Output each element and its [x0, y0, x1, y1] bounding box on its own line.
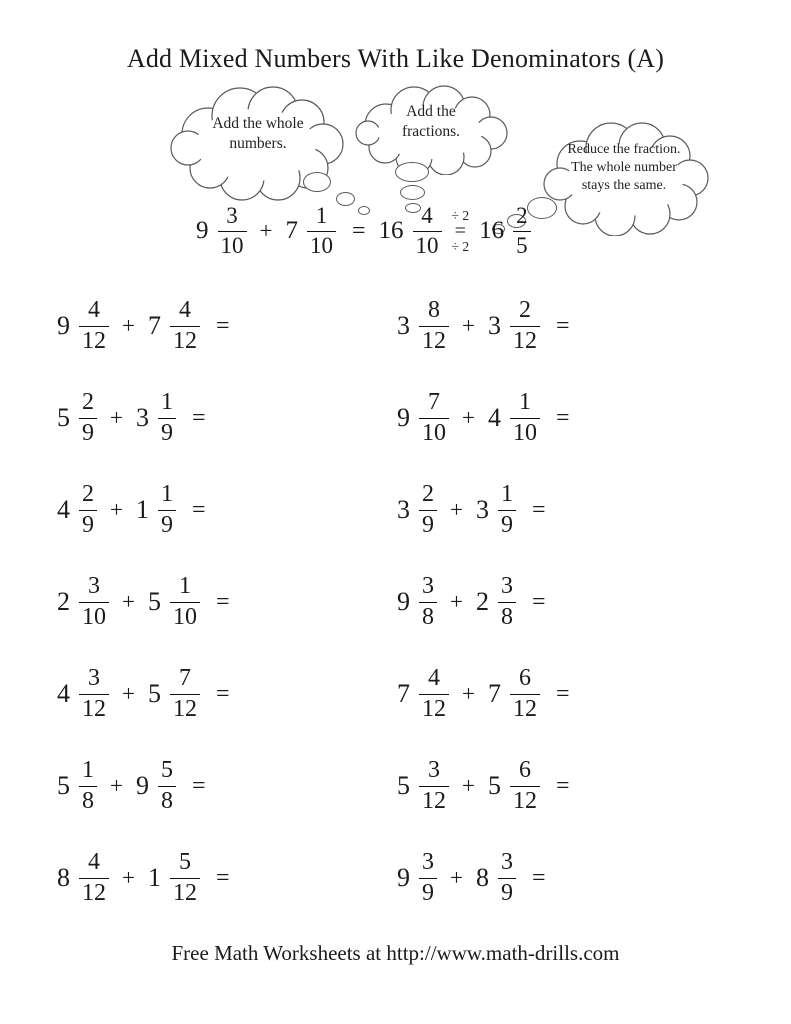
equals-sign: = — [531, 588, 546, 615]
numerator: 6 — [518, 756, 531, 783]
whole-number: 3 — [487, 311, 501, 340]
problem — [397, 482, 550, 539]
denominator: 12 — [172, 327, 197, 354]
fraction-bar — [498, 602, 516, 603]
fraction — [498, 850, 516, 907]
thought-bubble-reduce — [538, 120, 710, 236]
whole-number: 4 — [57, 495, 70, 524]
problem — [397, 666, 574, 723]
equals-sign: = — [191, 772, 206, 799]
fraction — [413, 204, 442, 259]
fraction — [498, 574, 516, 631]
denominator: 12 — [82, 327, 106, 354]
fraction — [419, 758, 449, 815]
denominator: 10 — [415, 232, 439, 258]
whole-number: 4 — [487, 403, 501, 432]
fraction — [79, 574, 109, 631]
whole-number: 16 — [479, 217, 505, 244]
numerator: 1 — [178, 572, 191, 599]
problem — [57, 850, 353, 907]
fraction — [510, 298, 540, 355]
problem — [57, 758, 353, 815]
example-equation — [196, 192, 531, 270]
numerator: 2 — [518, 296, 531, 323]
fraction — [419, 574, 437, 631]
denominator: 12 — [422, 787, 446, 814]
problem-row — [0, 740, 791, 832]
numerator: 4 — [88, 296, 100, 323]
fraction — [158, 758, 176, 815]
divide-by-two-top: ÷ 2 — [451, 207, 470, 223]
problem — [57, 666, 353, 723]
numerator: 1 — [500, 480, 513, 507]
numerator: 3 — [88, 664, 100, 691]
fraction-bar — [498, 878, 516, 879]
plus-sign: + — [450, 497, 463, 522]
whole-number: 3 — [135, 403, 149, 432]
equals-sign: = — [191, 496, 206, 523]
plus-sign: + — [462, 681, 475, 706]
fraction — [79, 298, 109, 355]
numerator: 3 — [88, 572, 100, 599]
fraction — [419, 666, 449, 723]
fraction — [79, 666, 109, 723]
denominator: 8 — [160, 787, 173, 814]
plus-sign: + — [462, 405, 475, 430]
fraction-bar — [79, 786, 97, 787]
fraction — [158, 390, 176, 447]
fraction-bar — [419, 326, 449, 327]
plus-sign: + — [122, 313, 135, 338]
whole-number: 2 — [475, 587, 489, 616]
whole-number: 9 — [397, 863, 410, 892]
plus-sign: + — [110, 497, 123, 522]
whole-number: 2 — [57, 587, 70, 616]
fraction-bar — [158, 510, 176, 511]
whole-number: 9 — [397, 403, 410, 432]
plus-sign: + — [110, 773, 123, 798]
fraction — [170, 850, 200, 907]
denominator: 10 — [422, 419, 446, 446]
fraction — [79, 390, 97, 447]
fraction-bar — [498, 510, 516, 511]
denominator: 12 — [172, 695, 197, 722]
equals-sign: = — [215, 680, 230, 707]
whole-number: 7 — [147, 311, 161, 340]
denominator: 8 — [422, 603, 434, 630]
whole-number: 9 — [135, 771, 149, 800]
fraction — [170, 574, 200, 631]
fraction-bar — [510, 326, 540, 327]
equals-sign: = — [555, 404, 570, 431]
numerator: 3 — [226, 202, 238, 228]
problem-row — [0, 556, 791, 648]
fraction-bar — [419, 602, 437, 603]
denominator: 10 — [512, 419, 537, 446]
whole-number: 3 — [475, 495, 489, 524]
denominator: 9 — [160, 419, 173, 446]
numerator: 2 — [516, 202, 528, 228]
fraction-bar — [218, 231, 247, 232]
numerator: 3 — [500, 572, 513, 599]
fraction-bar — [510, 694, 540, 695]
plus-sign: + — [110, 405, 123, 430]
denominator: 12 — [172, 879, 197, 906]
denominator: 9 — [422, 511, 434, 538]
numerator: 3 — [422, 848, 434, 875]
fraction-bar — [419, 786, 449, 787]
fraction — [419, 482, 437, 539]
problem — [57, 482, 353, 539]
fraction — [510, 666, 540, 723]
plus-sign: + — [122, 589, 135, 614]
numerator: 4 — [178, 296, 191, 323]
fraction-bar — [79, 326, 109, 327]
fraction — [158, 482, 176, 539]
equals-sign: = — [555, 680, 570, 707]
fraction-bar — [419, 878, 437, 879]
fraction — [510, 758, 540, 815]
numerator: 4 — [421, 202, 433, 228]
whole-number: 3 — [397, 311, 410, 340]
numerator: 1 — [315, 202, 328, 228]
problems-grid — [0, 280, 791, 924]
problem — [397, 298, 574, 355]
whole-number: 5 — [57, 771, 70, 800]
fraction-bar — [79, 510, 97, 511]
problem — [57, 574, 353, 631]
fraction-bar — [419, 510, 437, 511]
fraction — [170, 666, 200, 723]
fraction-bar — [513, 231, 531, 232]
fraction-bar — [510, 786, 540, 787]
denominator: 12 — [82, 695, 106, 722]
thought-dot — [303, 172, 331, 192]
fraction-bar — [510, 418, 540, 419]
thought-dot — [395, 162, 429, 182]
denominator: 12 — [512, 695, 537, 722]
fraction-bar — [79, 694, 109, 695]
denominator: 9 — [160, 511, 173, 538]
fraction-bar — [170, 326, 200, 327]
fraction — [307, 204, 336, 259]
whole-number: 5 — [397, 771, 410, 800]
whole-number: 3 — [397, 495, 410, 524]
denominator: 12 — [512, 327, 537, 354]
denominator: 10 — [309, 232, 333, 258]
fraction-bar — [79, 878, 109, 879]
numerator: 2 — [82, 480, 94, 507]
problem — [397, 850, 550, 907]
whole-number: 9 — [196, 217, 209, 244]
fraction-bar — [419, 418, 449, 419]
numerator: 3 — [500, 848, 513, 875]
header-art — [0, 80, 791, 280]
equals-sign: = — [555, 772, 570, 799]
problem-row — [0, 280, 791, 372]
numerator: 5 — [178, 848, 191, 875]
thought-dot — [527, 197, 557, 219]
denominator: 12 — [422, 695, 446, 722]
problem — [397, 574, 550, 631]
whole-number: 9 — [57, 311, 70, 340]
fraction-bar — [170, 602, 200, 603]
equals-sign: = — [191, 404, 206, 431]
bubble-text-fractions: Add the fractions. — [401, 103, 461, 141]
whole-number: 8 — [57, 863, 70, 892]
fraction-bar — [79, 418, 97, 419]
whole-number: 1 — [147, 863, 161, 892]
bubble-text-whole-numbers: Add the whole numbers. — [212, 115, 304, 153]
numerator: 3 — [428, 756, 440, 783]
denominator: 12 — [82, 879, 106, 906]
denominator: 5 — [516, 232, 528, 258]
whole-number: 8 — [475, 863, 489, 892]
fraction — [419, 298, 449, 355]
fraction — [218, 204, 247, 259]
equals-sign: = — [555, 312, 570, 339]
fraction — [498, 482, 516, 539]
whole-number: 7 — [397, 679, 410, 708]
fraction-bar — [307, 231, 336, 232]
numerator: 1 — [82, 756, 94, 783]
denominator: 8 — [500, 603, 513, 630]
problem-row — [0, 648, 791, 740]
divide-by-two-bottom: ÷ 2 — [451, 239, 470, 254]
numerator: 4 — [88, 848, 100, 875]
fraction — [79, 758, 97, 815]
fraction — [513, 204, 531, 259]
plus-sign: + — [259, 218, 273, 243]
fraction-bar — [79, 602, 109, 603]
whole-number: 7 — [285, 217, 298, 244]
problem — [397, 390, 574, 447]
denominator: 9 — [82, 419, 94, 446]
equals-sign: = — [215, 312, 230, 339]
numerator: 8 — [428, 296, 440, 323]
equals-sign: = — [351, 217, 366, 244]
footer-text: Free Math Worksheets at http://www.math-drills.com — [171, 941, 620, 965]
whole-number: 5 — [147, 587, 161, 616]
denominator: 12 — [422, 327, 446, 354]
fraction — [79, 850, 109, 907]
equals-sign: = — [531, 864, 546, 891]
whole-number: 7 — [487, 679, 501, 708]
fraction — [419, 850, 437, 907]
equals-sign: = — [454, 220, 466, 242]
fraction-bar — [419, 694, 449, 695]
numerator: 3 — [422, 572, 434, 599]
equals-sign: = — [215, 588, 230, 615]
problem-row — [0, 832, 791, 924]
problem — [397, 758, 574, 815]
plus-sign: + — [122, 865, 135, 890]
plus-sign: + — [462, 773, 475, 798]
bubble-text-reduce: Reduce the fraction. The whole number stays the same. — [567, 142, 681, 194]
fraction-bar — [413, 231, 442, 232]
denominator: 10 — [220, 232, 244, 258]
numerator: 5 — [160, 756, 173, 783]
plus-sign: + — [462, 313, 475, 338]
numerator: 4 — [428, 664, 440, 691]
numerator: 1 — [160, 480, 173, 507]
fraction-bar — [170, 878, 200, 879]
equals-sign: = — [215, 864, 230, 891]
numerator: 7 — [428, 388, 440, 415]
numerator: 2 — [422, 480, 434, 507]
whole-number: 5 — [57, 403, 70, 432]
fraction-bar — [170, 694, 200, 695]
denominator: 10 — [82, 603, 106, 630]
denominator: 9 — [422, 879, 434, 906]
problem — [57, 390, 353, 447]
denominator: 10 — [172, 603, 197, 630]
plus-sign: + — [122, 681, 135, 706]
whole-number: 9 — [397, 587, 410, 616]
numerator: 1 — [518, 388, 531, 415]
fraction-bar — [158, 786, 176, 787]
whole-number: 1 — [135, 495, 149, 524]
denominator: 12 — [512, 787, 537, 814]
plus-sign: + — [450, 589, 463, 614]
numerator: 6 — [518, 664, 531, 691]
problem — [57, 298, 353, 355]
plus-sign: + — [450, 865, 463, 890]
denominator: 8 — [82, 787, 94, 814]
page-title: Add Mixed Numbers With Like Denominators (A) — [126, 44, 665, 73]
whole-number: 5 — [487, 771, 501, 800]
reduce-annotation — [452, 209, 470, 254]
denominator: 9 — [82, 511, 94, 538]
numerator: 1 — [160, 388, 173, 415]
fraction — [510, 390, 540, 447]
whole-number: 16 — [378, 217, 404, 244]
fraction — [419, 390, 449, 447]
fraction — [79, 482, 97, 539]
fraction-bar — [158, 418, 176, 419]
equals-sign: = — [531, 496, 546, 523]
problem-row — [0, 464, 791, 556]
denominator: 9 — [500, 511, 513, 538]
whole-number: 5 — [147, 679, 161, 708]
numerator: 7 — [178, 664, 191, 691]
thought-bubble-fractions — [352, 83, 510, 175]
problem-row — [0, 372, 791, 464]
whole-number: 4 — [57, 679, 70, 708]
numerator: 2 — [82, 388, 94, 415]
denominator: 9 — [500, 879, 513, 906]
fraction — [170, 298, 200, 355]
